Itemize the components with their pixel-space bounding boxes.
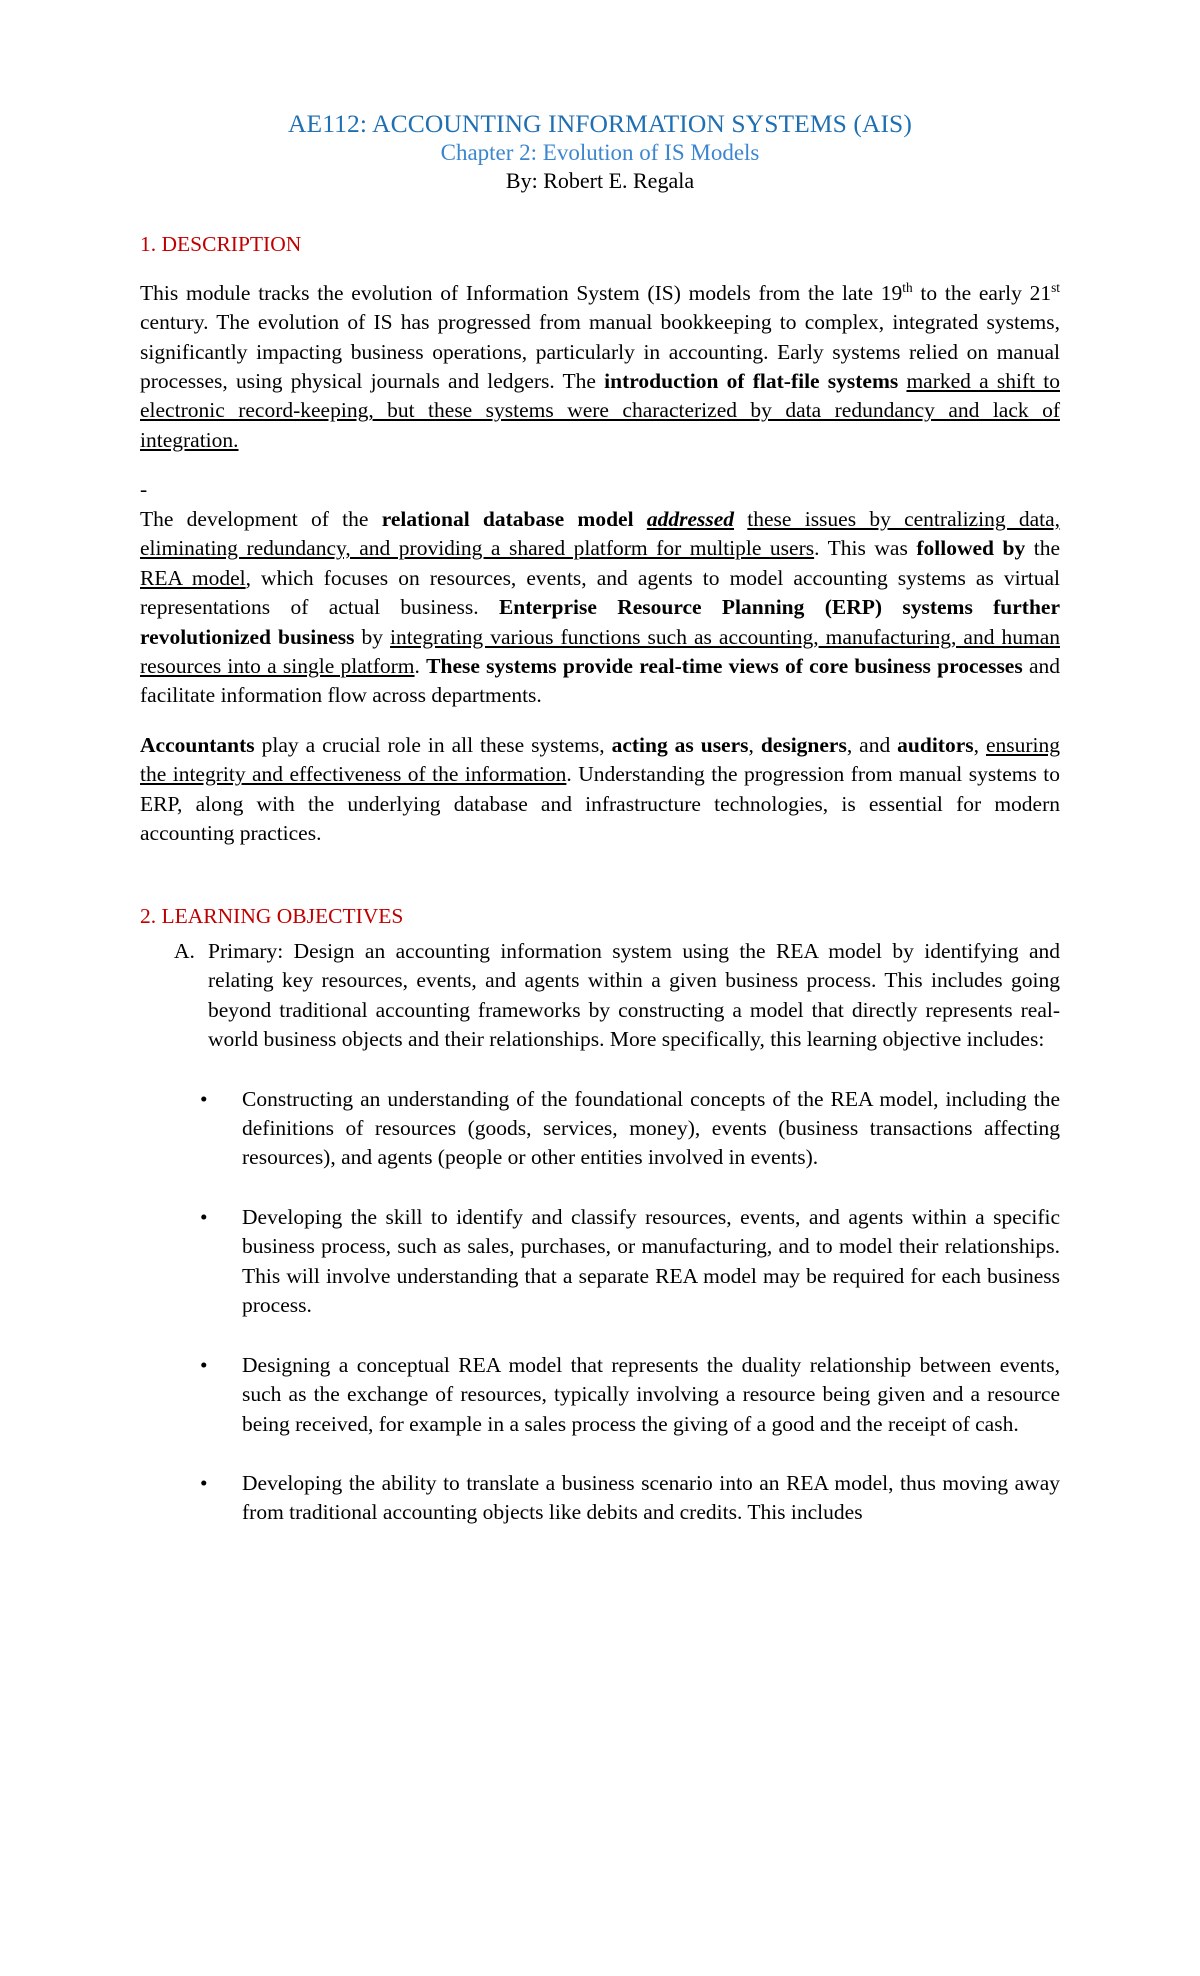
desc-p2-underline-integrating: integrating various functions such as accounting, manufacturing, and human resources into a single platform <box>140 624 1060 679</box>
desc-p2-part4: . This was <box>814 536 917 561</box>
desc-p3-bold-designers: designers <box>760 732 847 757</box>
desc-p2-part7: by <box>354 624 391 649</box>
desc-p2-part2 <box>634 507 647 531</box>
desc-p2-underline-centralizing: these issues by centralizing data, eliminating redundancy, and providing a shared platform for multiple users <box>140 506 1061 561</box>
desc-p3-part2: , <box>748 732 761 757</box>
objective-item-a <box>140 937 1060 1055</box>
document-title: AE112: ACCOUNTING INFORMATION SYSTEMS (AIS) <box>288 109 912 138</box>
desc-p3-part1: play a crucial role in all these systems, <box>254 732 612 757</box>
desc-p3-part3: , and <box>846 732 898 757</box>
list-item-text: Developing the ability to translate a business scenario into an REA model, thus moving away from traditional accounting objects like debits and credits. This includes <box>242 1471 1060 1525</box>
description-paragraph-1 <box>140 279 1060 456</box>
desc-p1-part3: century. The evolution of IS has progressed from manual bookkeeping to complex, integrated systems, significantly impacting business operations, particularly in accounting. Early systems relied on manual processes, using physical journals and ledgers. The <box>140 310 1060 393</box>
document-subtitle: Chapter 2: Evolution of IS Models <box>440 140 760 166</box>
desc-p3-part5: . Understanding the progression from manual systems to ERP, along with the underlying database and infrastructure technologies, is essential for modern accounting practices. <box>140 762 1060 846</box>
desc-p3-underline-integrity: ensuring the integrity and effectiveness of the information <box>140 732 1061 787</box>
desc-p2-emphasis-addressed: addressed <box>646 506 735 531</box>
desc-p2-part3 <box>734 507 747 531</box>
objective-letter: A. <box>174 938 195 963</box>
document-byline: By: Robert E. Regala <box>505 168 695 194</box>
list-item-text: Developing the skill to identify and classify resources, events, and agents within a specific business process, such as sales, purchases, or manufacturing, and to model their relationships. This will involve understanding that a separate REA model may be required for each business process. <box>242 1204 1060 1318</box>
desc-p1-part1: This module tracks the evolution of Information System (IS) models from the late 19 <box>140 280 903 305</box>
stray-dash: - <box>140 477 148 502</box>
list-item <box>140 1469 1060 1528</box>
desc-p2-underline-rea-model: REA model <box>140 565 246 590</box>
desc-p2-bold-realtime-views: These systems provide real-time views of core business processes <box>426 654 1023 679</box>
section-heading-description: 1. DESCRIPTION <box>140 231 302 256</box>
objective-text: Primary: Design an accounting information system using the REA model by identifying and relating key resources, events, and agents within a given business process. This includes going beyond traditional accounting frameworks by constructing a model that directly represents real-world business objects and their relationships. More specifically, this learning objective includes: <box>208 938 1060 1052</box>
list-item <box>140 1351 1060 1439</box>
bullet-icon: • <box>200 1352 208 1377</box>
bullet-icon: • <box>200 1086 208 1111</box>
desc-p1-superscript-st: st <box>1051 279 1060 295</box>
description-paragraph-3 <box>140 731 1060 849</box>
list-item <box>140 1085 1060 1173</box>
desc-p1-underline-recordkeeping: marked a shift to electronic record-keeping, but these systems were characterized by data redundancy and lack of integration. <box>140 368 1060 452</box>
desc-p1-part2: to the early 21 <box>912 280 1052 305</box>
desc-p1-superscript-th: th <box>902 279 913 295</box>
desc-p3-bold-auditors: auditors <box>897 732 974 757</box>
bullet-icon: • <box>200 1471 208 1496</box>
list-item-text: Constructing an understanding of the foundational concepts of the REA model, including the definitions of resources (goods, services, money), events (business transactions affecting resources), and agents (people or other entities involved in events). <box>242 1086 1060 1170</box>
bullet-icon: • <box>200 1204 208 1229</box>
stray-dash-line <box>140 475 1060 504</box>
desc-p3-bold-accountants: Accountants <box>140 732 255 757</box>
desc-p2-part9: and facilitate information flow across departments. <box>140 654 1061 708</box>
desc-p1-bold-flatfile: introduction of flat-file systems <box>604 368 899 393</box>
section-heading-learning-objectives: 2. LEARNING OBJECTIVES <box>140 903 404 928</box>
desc-p2-part1: The development of the <box>140 506 382 531</box>
desc-p2-bold-erp: Enterprise Resource Planning (ERP) systems further revolutionized business <box>140 595 1061 649</box>
desc-p2-part8: . <box>414 654 427 679</box>
description-paragraph-2 <box>140 505 1060 711</box>
desc-p3-part4: , <box>973 732 986 757</box>
document-header <box>140 108 1060 195</box>
desc-p2-part6: , which focuses on resources, events, and agents to model accounting systems as virtual representations of actual business. <box>140 565 1060 620</box>
learning-objective-bullet-list <box>140 1085 1060 1528</box>
desc-p3-bold-users: acting as users <box>611 732 749 757</box>
list-item-text: Designing a conceptual REA model that represents the duality relationship between events, such as the exchange of resources, typically involving a resource being given and a resource being received, for example in a sales process the giving of a good and the receipt of cash. <box>242 1352 1060 1436</box>
list-item <box>140 1203 1060 1321</box>
desc-p2-bold-followed-by: followed by <box>916 536 1026 561</box>
desc-p2-bold-relational-db: relational database model <box>381 506 634 531</box>
desc-p2-part5: the <box>1025 536 1060 561</box>
